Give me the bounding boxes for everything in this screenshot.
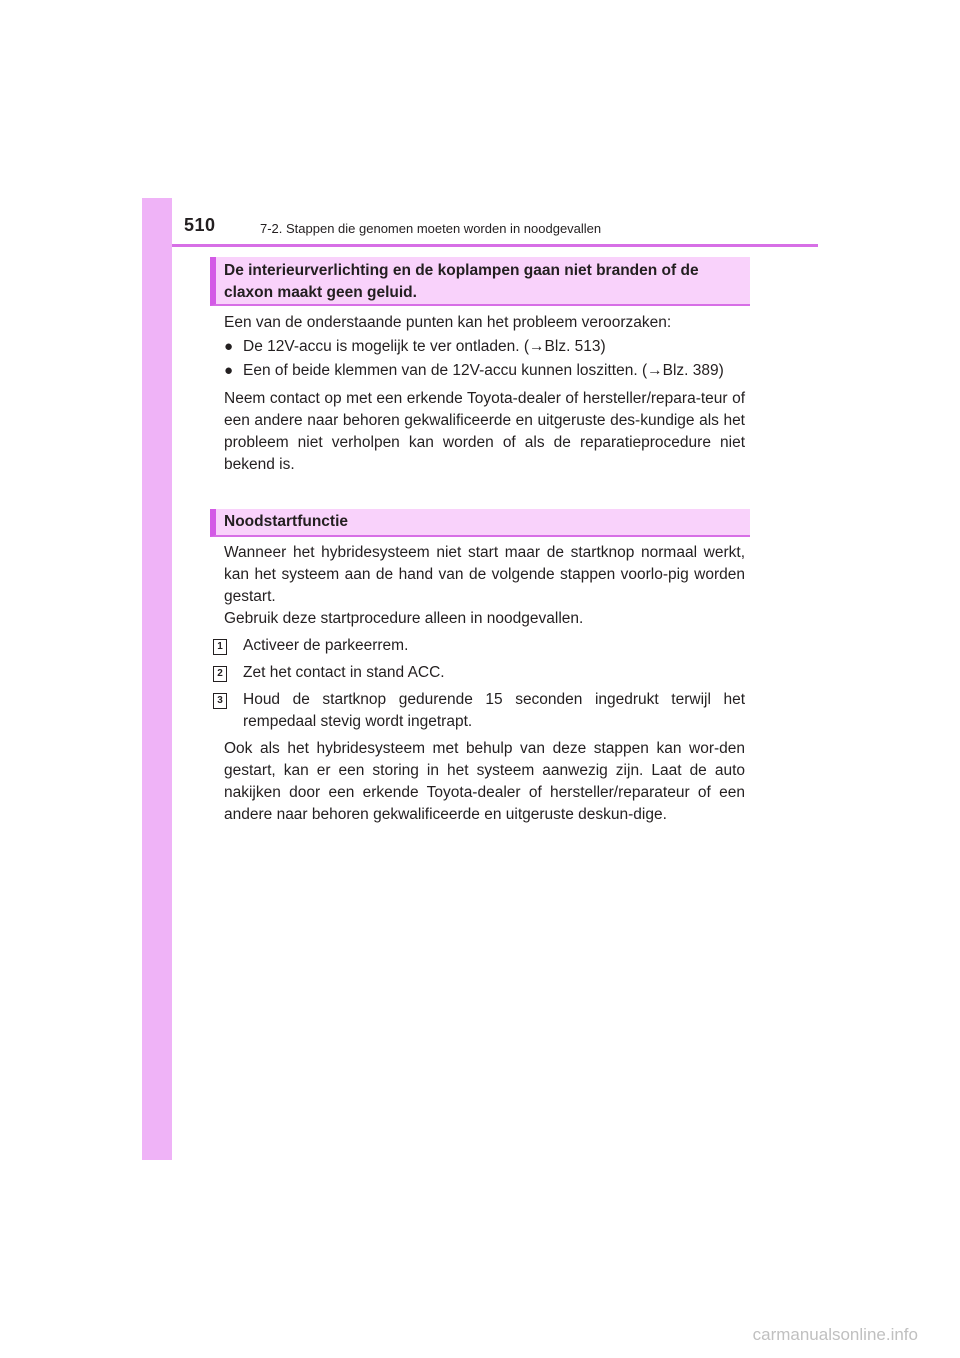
step-number-badge: 3 [213, 693, 227, 709]
bullet-text: Een of beide klemmen van de 12V-accu kunnen loszitten. (→Blz. 389) [243, 362, 724, 379]
section-1-advice: Neem contact op met een erkende Toyota-dealer of hersteller/repara-teur of een andere naar behoren gekwalificeerde en uitgeruste des-kundige als het probleem niet verholpen kan worden of als de reparatieprocedure niet bekend is. [224, 390, 745, 473]
chapter-running-header: 7-2. Stappen die genomen moeten worden in noodgevallen [260, 221, 602, 236]
step-text: Zet het contact in stand ACC. [243, 664, 445, 681]
procedure-step [217, 662, 745, 684]
section-1-intro: Een van de onderstaande punten kan het probleem veroorzaken: [224, 314, 672, 331]
bullet-dot-icon: ● [224, 338, 234, 355]
section-heading-line-1: De interieurverlichting en de koplampen gaan niet branden of de [224, 262, 699, 279]
section-heading-lights-horn [210, 257, 750, 306]
site-watermark: carmanualsonline.info [752, 1325, 918, 1344]
step-number-badge: 2 [213, 666, 227, 682]
section-1-body [224, 312, 745, 476]
section-2-note: Gebruik deze startprocedure alleen in noodgevallen. [224, 610, 584, 627]
section-heading-text: Noodstartfunctie [224, 513, 348, 530]
bullet-item [224, 360, 745, 382]
section-heading-emergency-start [210, 509, 750, 537]
bullet-text: De 12V-accu is mogelijk te ver ontladen. (→Blz. 513) [243, 338, 606, 355]
page-number: 510 [184, 215, 216, 235]
header-divider [172, 244, 818, 247]
section-2-closing: Ook als het hybridesysteem met behulp van deze stappen kan wor-den gestart, kan er een storing in het systeem aanwezig zijn. Laat de auto nakijken door een erkende Toyota-dealer of hersteller/reparateur of een andere naar behoren gekwalificeerde en uitgeruste deskun-dige. [224, 740, 745, 823]
bullet-dot-icon: ● [224, 362, 234, 379]
step-text: Houd de startknop gedurende 15 seconden ingedrukt terwijl het rempedaal stevig wordt ingetrapt. [243, 691, 745, 730]
step-text: Activeer de parkeerrem. [243, 637, 409, 654]
chapter-side-band [142, 198, 172, 1160]
section-heading-line-2: claxon maakt geen geluid. [224, 284, 417, 301]
step-number-badge: 1 [213, 639, 227, 655]
section-2-intro: Wanneer het hybridesysteem niet start maar de startknop normaal werkt, kan het systeem aan de hand van de volgende stappen voorlo-pig worden gestart. [224, 544, 745, 605]
procedure-step [217, 635, 745, 657]
section-2-body [217, 542, 745, 826]
procedure-step [217, 689, 745, 733]
bullet-item [224, 336, 745, 358]
